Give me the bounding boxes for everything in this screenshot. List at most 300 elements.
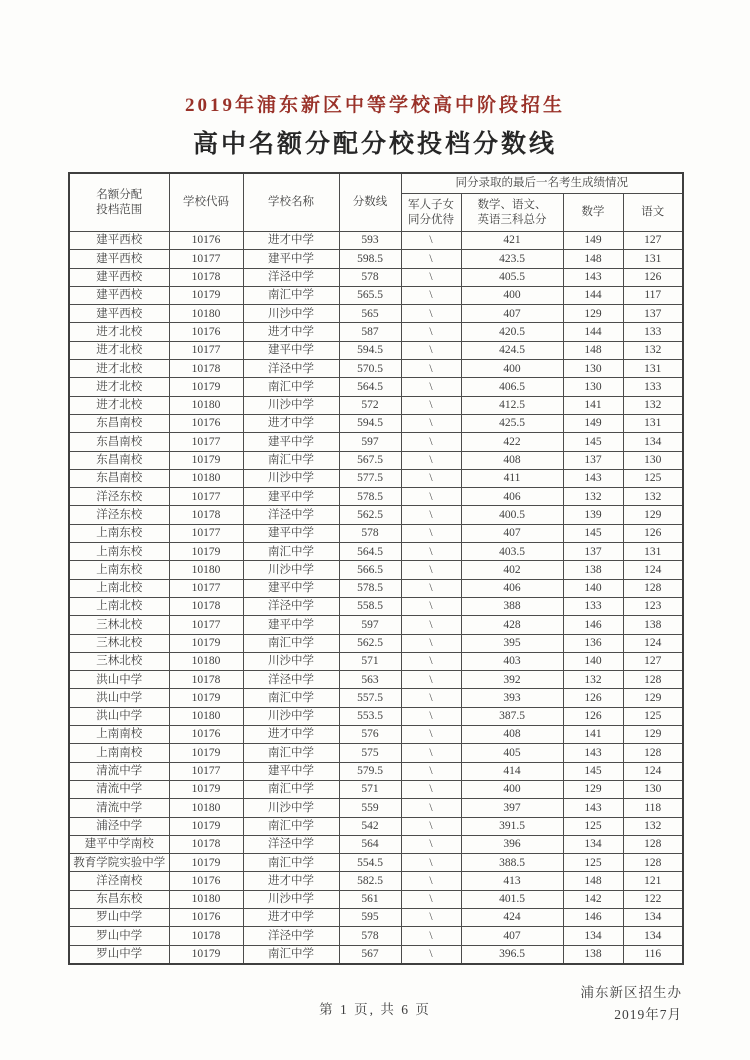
table-cell: \ [401, 927, 461, 945]
table-row [69, 250, 683, 268]
table-cell: 10177 [169, 579, 243, 597]
table-cell: 134 [563, 927, 623, 945]
table-cell: 407 [461, 524, 563, 542]
table-cell: \ [401, 378, 461, 396]
table-cell: 10177 [169, 341, 243, 359]
table-cell: 137 [563, 543, 623, 561]
table-cell: \ [401, 561, 461, 579]
header-quota-range-line2: 投档范围 [96, 203, 143, 216]
table-cell: \ [401, 872, 461, 890]
table-cell: 建平中学 [243, 341, 339, 359]
header-chinese: 语文 [623, 194, 683, 232]
table-cell: 南汇中学 [243, 817, 339, 835]
table-cell: 123 [623, 597, 683, 615]
table-cell: 10180 [169, 707, 243, 725]
table-cell: \ [401, 799, 461, 817]
table-cell: 421 [461, 232, 563, 250]
table-cell: 10180 [169, 561, 243, 579]
table-cell: 149 [563, 414, 623, 432]
table-cell: 567.5 [339, 451, 401, 469]
table-cell: \ [401, 268, 461, 286]
table-row [69, 414, 683, 432]
table-row [69, 488, 683, 506]
table-cell: \ [401, 689, 461, 707]
table-cell: 川沙中学 [243, 561, 339, 579]
table-cell: 建平西校 [69, 250, 169, 268]
table-cell: 131 [623, 414, 683, 432]
table-cell: 145 [563, 433, 623, 451]
table-cell: 125 [623, 469, 683, 487]
table-cell: 10176 [169, 908, 243, 926]
table-header [69, 173, 683, 232]
table-cell: 10178 [169, 506, 243, 524]
table-cell: 144 [563, 286, 623, 304]
table-cell: 134 [623, 908, 683, 926]
table-cell: 122 [623, 890, 683, 908]
table-cell: 126 [623, 524, 683, 542]
table-cell: 教育学院实验中学 [69, 854, 169, 872]
table-cell: 593 [339, 232, 401, 250]
table-cell: 125 [563, 817, 623, 835]
table-cell: \ [401, 616, 461, 634]
table-cell: 10180 [169, 652, 243, 670]
table-cell: 东昌南校 [69, 414, 169, 432]
table-cell: \ [401, 414, 461, 432]
table-cell: \ [401, 396, 461, 414]
footer-date: 2019年7月 [614, 1007, 682, 1022]
table-cell: 402 [461, 561, 563, 579]
header-quota-range-line1: 名额分配 [96, 189, 143, 202]
table-cell: 578 [339, 927, 401, 945]
table-cell: 117 [623, 286, 683, 304]
header-military-line2: 同分优待 [408, 213, 454, 226]
table-cell: 洋泾东校 [69, 506, 169, 524]
table-cell: 134 [563, 835, 623, 853]
table-cell: 上南东校 [69, 543, 169, 561]
table-cell: 川沙中学 [243, 707, 339, 725]
table-cell: 134 [623, 433, 683, 451]
table-cell: 133 [563, 597, 623, 615]
table-cell: 137 [623, 305, 683, 323]
table-cell: 598.5 [339, 250, 401, 268]
table-cell: 清流中学 [69, 799, 169, 817]
table-cell: 400 [461, 286, 563, 304]
table-cell: 川沙中学 [243, 469, 339, 487]
table-row [69, 744, 683, 762]
table-cell: \ [401, 286, 461, 304]
table-cell: \ [401, 671, 461, 689]
table-cell: 579.5 [339, 762, 401, 780]
table-cell: 建平中学 [243, 524, 339, 542]
table-cell: \ [401, 652, 461, 670]
table-cell: 143 [563, 469, 623, 487]
table-cell: 126 [563, 707, 623, 725]
table-cell: 406 [461, 488, 563, 506]
table-cell: 562.5 [339, 634, 401, 652]
table-cell: 145 [563, 524, 623, 542]
table-cell: 10176 [169, 872, 243, 890]
table-cell: 403 [461, 652, 563, 670]
table-cell: 140 [563, 579, 623, 597]
table-cell: 391.5 [461, 817, 563, 835]
table-cell: 进才北校 [69, 360, 169, 378]
table-cell: 南汇中学 [243, 689, 339, 707]
table-cell: 400 [461, 780, 563, 798]
table-cell: 578 [339, 524, 401, 542]
table-cell: 10178 [169, 597, 243, 615]
table-cell: 建平西校 [69, 286, 169, 304]
table-cell: 进才中学 [243, 908, 339, 926]
table-cell: 423.5 [461, 250, 563, 268]
table-cell: 137 [563, 451, 623, 469]
table-cell: 130 [623, 451, 683, 469]
table-cell: 131 [623, 360, 683, 378]
table-cell: 595 [339, 908, 401, 926]
table-cell: 南汇中学 [243, 451, 339, 469]
table-cell: 南汇中学 [243, 543, 339, 561]
table-cell: \ [401, 469, 461, 487]
table-cell: 川沙中学 [243, 396, 339, 414]
table-cell: 建平中学南校 [69, 835, 169, 853]
table-cell: 建平西校 [69, 305, 169, 323]
table-cell: 洪山中学 [69, 689, 169, 707]
table-cell: 南汇中学 [243, 286, 339, 304]
table-cell: \ [401, 890, 461, 908]
table-cell: 10177 [169, 616, 243, 634]
table-row [69, 726, 683, 744]
table-cell: \ [401, 323, 461, 341]
table-cell: 10180 [169, 469, 243, 487]
table-cell: 128 [623, 579, 683, 597]
table-cell: 洋泾东校 [69, 488, 169, 506]
table-cell: 412.5 [461, 396, 563, 414]
table-cell: 10177 [169, 433, 243, 451]
table-cell: 10179 [169, 378, 243, 396]
table-cell: 建平西校 [69, 268, 169, 286]
table-cell: 清流中学 [69, 780, 169, 798]
table-cell: 132 [563, 671, 623, 689]
table-row [69, 597, 683, 615]
table-cell: 388 [461, 597, 563, 615]
table-row [69, 780, 683, 798]
table-row [69, 652, 683, 670]
table-cell: 557.5 [339, 689, 401, 707]
table-cell: \ [401, 762, 461, 780]
table-cell: 洋泾中学 [243, 671, 339, 689]
table-cell: \ [401, 341, 461, 359]
table-cell: 进才北校 [69, 323, 169, 341]
table-cell: 424 [461, 908, 563, 926]
table-cell: 进才中学 [243, 232, 339, 250]
footer-signature [581, 982, 683, 1026]
table-cell: 南汇中学 [243, 945, 339, 964]
table-cell: 131 [623, 543, 683, 561]
table-cell: 10178 [169, 268, 243, 286]
table-cell: 上南南校 [69, 744, 169, 762]
header-total-line1: 数学、语文、 [477, 199, 547, 212]
table-cell: 10176 [169, 726, 243, 744]
table-cell: 395 [461, 634, 563, 652]
table-cell: 进才中学 [243, 726, 339, 744]
table-cell: \ [401, 597, 461, 615]
table-cell: \ [401, 506, 461, 524]
table-cell: 130 [563, 360, 623, 378]
table-row [69, 707, 683, 725]
table-cell: 10180 [169, 799, 243, 817]
table-cell: 397 [461, 799, 563, 817]
table-row [69, 671, 683, 689]
table-cell: 三林北校 [69, 652, 169, 670]
table-cell: 124 [623, 762, 683, 780]
table-cell: 10177 [169, 524, 243, 542]
table-row [69, 268, 683, 286]
table-cell: 进才中学 [243, 323, 339, 341]
table-cell: 132 [623, 396, 683, 414]
table-row [69, 232, 683, 250]
header-score-line: 分数线 [339, 173, 401, 232]
table-cell: \ [401, 488, 461, 506]
table-row [69, 396, 683, 414]
table-cell: 127 [623, 652, 683, 670]
table-cell: 进才北校 [69, 341, 169, 359]
table-cell: 143 [563, 744, 623, 762]
table-cell: 428 [461, 616, 563, 634]
table-cell: \ [401, 250, 461, 268]
table-cell: 东昌南校 [69, 451, 169, 469]
table-cell: 三林北校 [69, 616, 169, 634]
table-cell: 145 [563, 762, 623, 780]
table-cell: 南汇中学 [243, 378, 339, 396]
table-cell: 140 [563, 652, 623, 670]
table-cell: 川沙中学 [243, 305, 339, 323]
table-cell: 562.5 [339, 506, 401, 524]
table-cell: 进才中学 [243, 872, 339, 890]
table-cell: 576 [339, 726, 401, 744]
table-cell: 130 [563, 378, 623, 396]
table-cell: 136 [563, 634, 623, 652]
table-cell: 138 [623, 616, 683, 634]
table-cell: 126 [563, 689, 623, 707]
table-cell: 582.5 [339, 872, 401, 890]
table-cell: 143 [563, 799, 623, 817]
table-cell: \ [401, 579, 461, 597]
header-three-subject-total [461, 194, 563, 232]
table-cell: 424.5 [461, 341, 563, 359]
table-row [69, 378, 683, 396]
table-cell: 138 [563, 561, 623, 579]
header-school-code: 学校代码 [169, 173, 243, 232]
table-cell: 408 [461, 726, 563, 744]
table-row [69, 579, 683, 597]
table-cell: \ [401, 305, 461, 323]
table-cell: 洪山中学 [69, 671, 169, 689]
table-cell: 罗山中学 [69, 945, 169, 964]
table-cell: 进才北校 [69, 378, 169, 396]
table-cell: 130 [623, 780, 683, 798]
table-cell: 建平中学 [243, 616, 339, 634]
table-cell: 南汇中学 [243, 854, 339, 872]
table-cell: 129 [623, 726, 683, 744]
table-cell: 10179 [169, 634, 243, 652]
table-cell: 400.5 [461, 506, 563, 524]
table-row [69, 799, 683, 817]
table-cell: 129 [623, 506, 683, 524]
table-cell: 126 [623, 268, 683, 286]
table-cell: 129 [623, 689, 683, 707]
table-row [69, 634, 683, 652]
table-cell: 564.5 [339, 543, 401, 561]
table-cell: \ [401, 744, 461, 762]
table-cell: 清流中学 [69, 762, 169, 780]
table-row [69, 469, 683, 487]
table-cell: 396.5 [461, 945, 563, 964]
table-row [69, 689, 683, 707]
table-row [69, 433, 683, 451]
table-cell: 388.5 [461, 854, 563, 872]
table-cell: 南汇中学 [243, 744, 339, 762]
table-cell: 400 [461, 360, 563, 378]
table-row [69, 762, 683, 780]
table-cell: 127 [623, 232, 683, 250]
table-cell: 川沙中学 [243, 652, 339, 670]
table-cell: 10179 [169, 854, 243, 872]
table-cell: 128 [623, 835, 683, 853]
table-cell: 578.5 [339, 579, 401, 597]
table-cell: 10177 [169, 250, 243, 268]
table-cell: 三林北校 [69, 634, 169, 652]
table-cell: 396 [461, 835, 563, 853]
table-cell: 洋泾中学 [243, 597, 339, 615]
table-cell: 建平中学 [243, 488, 339, 506]
table-cell: 洋泾中学 [243, 835, 339, 853]
table-cell: 132 [623, 488, 683, 506]
header-military-line1: 军人子女 [408, 199, 454, 212]
table-cell: 134 [623, 927, 683, 945]
table-cell: \ [401, 433, 461, 451]
table-cell: 565.5 [339, 286, 401, 304]
table-cell: 上南北校 [69, 579, 169, 597]
table-cell: 进才北校 [69, 396, 169, 414]
table-cell: 125 [623, 707, 683, 725]
table-cell: 10178 [169, 671, 243, 689]
table-cell: 392 [461, 671, 563, 689]
table-cell: 420.5 [461, 323, 563, 341]
table-cell: 洋泾中学 [243, 927, 339, 945]
table-row [69, 561, 683, 579]
table-cell: \ [401, 707, 461, 725]
table-cell: 128 [623, 854, 683, 872]
table-cell: 587 [339, 323, 401, 341]
table-cell: 浦泾中学 [69, 817, 169, 835]
table-cell: 138 [563, 945, 623, 964]
table-row [69, 360, 683, 378]
table-row [69, 323, 683, 341]
table-cell: 10178 [169, 927, 243, 945]
table-cell: 570.5 [339, 360, 401, 378]
table-cell: 566.5 [339, 561, 401, 579]
table-cell: 393 [461, 689, 563, 707]
table-cell: 143 [563, 268, 623, 286]
header-total-line2: 英语三科总分 [477, 213, 547, 226]
table-cell: 上南东校 [69, 561, 169, 579]
table-cell: 411 [461, 469, 563, 487]
table-cell: \ [401, 524, 461, 542]
table-cell: 东昌南校 [69, 469, 169, 487]
table-cell: 10179 [169, 945, 243, 964]
table-cell: 148 [563, 872, 623, 890]
table-cell: 141 [563, 396, 623, 414]
table-cell: 406.5 [461, 378, 563, 396]
table-cell: 洪山中学 [69, 707, 169, 725]
table-cell: \ [401, 854, 461, 872]
table-cell: 10176 [169, 232, 243, 250]
table-cell: \ [401, 360, 461, 378]
table-cell: \ [401, 817, 461, 835]
table-cell: \ [401, 945, 461, 964]
table-cell: 10179 [169, 744, 243, 762]
table-cell: 建平西校 [69, 232, 169, 250]
table-cell: 129 [563, 780, 623, 798]
table-cell: 129 [563, 305, 623, 323]
table-row [69, 817, 683, 835]
table-cell: 425.5 [461, 414, 563, 432]
table-cell: \ [401, 908, 461, 926]
table-cell: 131 [623, 250, 683, 268]
table-cell: 558.5 [339, 597, 401, 615]
header-school-name: 学校名称 [243, 173, 339, 232]
table-cell: 121 [623, 872, 683, 890]
table-cell: 542 [339, 817, 401, 835]
table-cell: 387.5 [461, 707, 563, 725]
table-cell: 128 [623, 671, 683, 689]
table-cell: \ [401, 780, 461, 798]
table-cell: 148 [563, 341, 623, 359]
table-cell: 10176 [169, 414, 243, 432]
table-cell: 124 [623, 634, 683, 652]
table-cell: \ [401, 726, 461, 744]
table-cell: 567 [339, 945, 401, 964]
table-cell: 上南东校 [69, 524, 169, 542]
table-row [69, 341, 683, 359]
table-cell: 401.5 [461, 890, 563, 908]
table-cell: 422 [461, 433, 563, 451]
table-row [69, 945, 683, 964]
table-cell: 561 [339, 890, 401, 908]
table-row [69, 543, 683, 561]
footer-issuer: 浦东新区招生办 [580, 985, 682, 1000]
table-cell: 594.5 [339, 414, 401, 432]
table-cell: 川沙中学 [243, 890, 339, 908]
table-cell: 建平中学 [243, 433, 339, 451]
table-cell: 128 [623, 744, 683, 762]
table-cell: 洋泾中学 [243, 360, 339, 378]
table-cell: 564 [339, 835, 401, 853]
table-cell: 405 [461, 744, 563, 762]
table-cell: 132 [623, 817, 683, 835]
table-row [69, 890, 683, 908]
table-cell: 133 [623, 378, 683, 396]
table-row [69, 305, 683, 323]
table-cell: 142 [563, 890, 623, 908]
table-cell: 594.5 [339, 341, 401, 359]
table-cell: 10176 [169, 323, 243, 341]
table-cell: 川沙中学 [243, 799, 339, 817]
table-row [69, 524, 683, 542]
table-cell: 10179 [169, 780, 243, 798]
table-cell: 565 [339, 305, 401, 323]
table-cell: 571 [339, 780, 401, 798]
table-row [69, 286, 683, 304]
